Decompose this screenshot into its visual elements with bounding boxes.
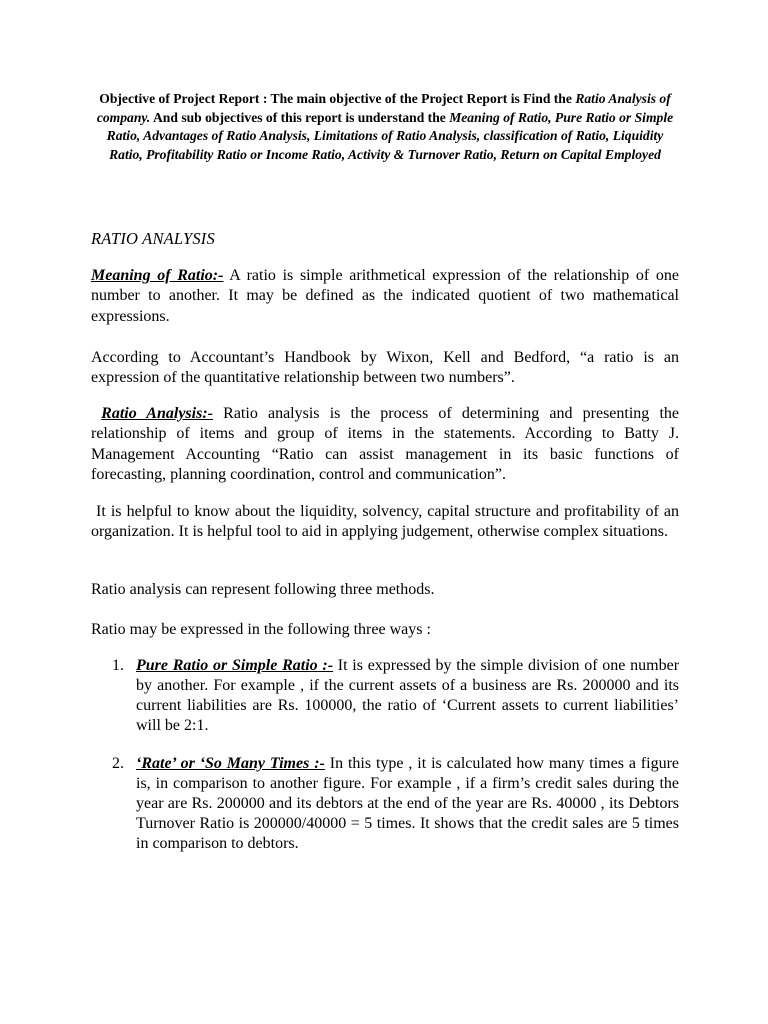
ratio-analysis-lead: Ratio Analysis:- — [101, 405, 213, 422]
objective-italic-2: Meaning of Ratio, Pure Ratio or Simple Ratio, Advantages of Ratio Analysis, Limitations of Ratio Analysis, classification of Ratio, Liquidity Ratio, Profitability Ratio or Income Ratio, Activity & Turnover Ratio, Return on Capital Employed — [106, 109, 674, 162]
meaning-paragraph — [91, 266, 679, 327]
list-item-lead: Pure Ratio or Simple Ratio — [136, 657, 318, 674]
list-item-sep: :- — [309, 755, 325, 772]
objective-italic-1: Ratio Analysis of company. — [96, 91, 671, 125]
ratio-analysis-text: Ratio analysis is the process of determining and presenting the relationship of items and group of items in the statements. According to Batty J. Management Accounting “Ratio can assist management in its basic functions of forecasting, planning coordination, control and communication”. — [91, 405, 680, 483]
meaning-text: A ratio is simple arithmetical expression of the relationship of one number to another. It may be defined as the indicated quotient of two mathematical expressions. — [91, 267, 679, 325]
helpful-text: It is helpful to know about the liquidity, solvency, capital structure and profitability of an organization. It is helpful tool to aid in applying judgement, otherwise complex situations. — [91, 503, 680, 541]
ratio-types-list-2 — [91, 754, 679, 854]
list-item-sep: :- — [317, 657, 334, 674]
list-item-number: 1. — [112, 657, 124, 674]
list-item-text: It is expressed by the simple division of one number by another. For example , if the current assets of a business are Rs. 200000 and its current liabilities are Rs. 100000, the ratio of ‘Current assets to current liabilities’ will be 2:1. — [136, 657, 680, 734]
section-heading: RATIO ANALYSIS — [91, 229, 215, 248]
list-item-lead: ‘Rate’ or ‘So Many Times — [136, 755, 310, 772]
list-item — [91, 656, 679, 736]
list-item-text: In this type , it is calculated how many times a figure is, in comparison to another figure. For example , if a firm’s credit sales during the year are Rs. 200000 and its debtors at the end of the year are Rs. 40000 , its Debtors Turnover Ratio is 200000/40000 = 5 times. It shows that the credit sales are 5 times in comparison to debtors. — [136, 755, 680, 852]
ratio-analysis-paragraph — [91, 404, 679, 485]
list-item-number: 2. — [112, 755, 124, 772]
objective-paragraph — [92, 90, 678, 164]
objective-text-1: Objective of Project Report : The main objective of the Project Report is Find the — [99, 91, 576, 106]
helpful-paragraph — [91, 502, 679, 543]
objective-text-2: And sub objectives of this report is understand the — [150, 109, 450, 125]
list-item — [91, 754, 679, 854]
methods-paragraph: Ratio analysis can represent following three methods. — [91, 581, 435, 598]
meaning-lead: Meaning of Ratio:- — [91, 267, 224, 284]
ratio-types-list — [91, 656, 679, 736]
accountant-paragraph: According to Accountant’s Handbook by Wixon, Kell and Bedford, “a ratio is an expression of the quantitative relationship between two numbers”. — [91, 349, 679, 387]
ways-paragraph: Ratio may be expressed in the following three ways : — [91, 621, 431, 638]
